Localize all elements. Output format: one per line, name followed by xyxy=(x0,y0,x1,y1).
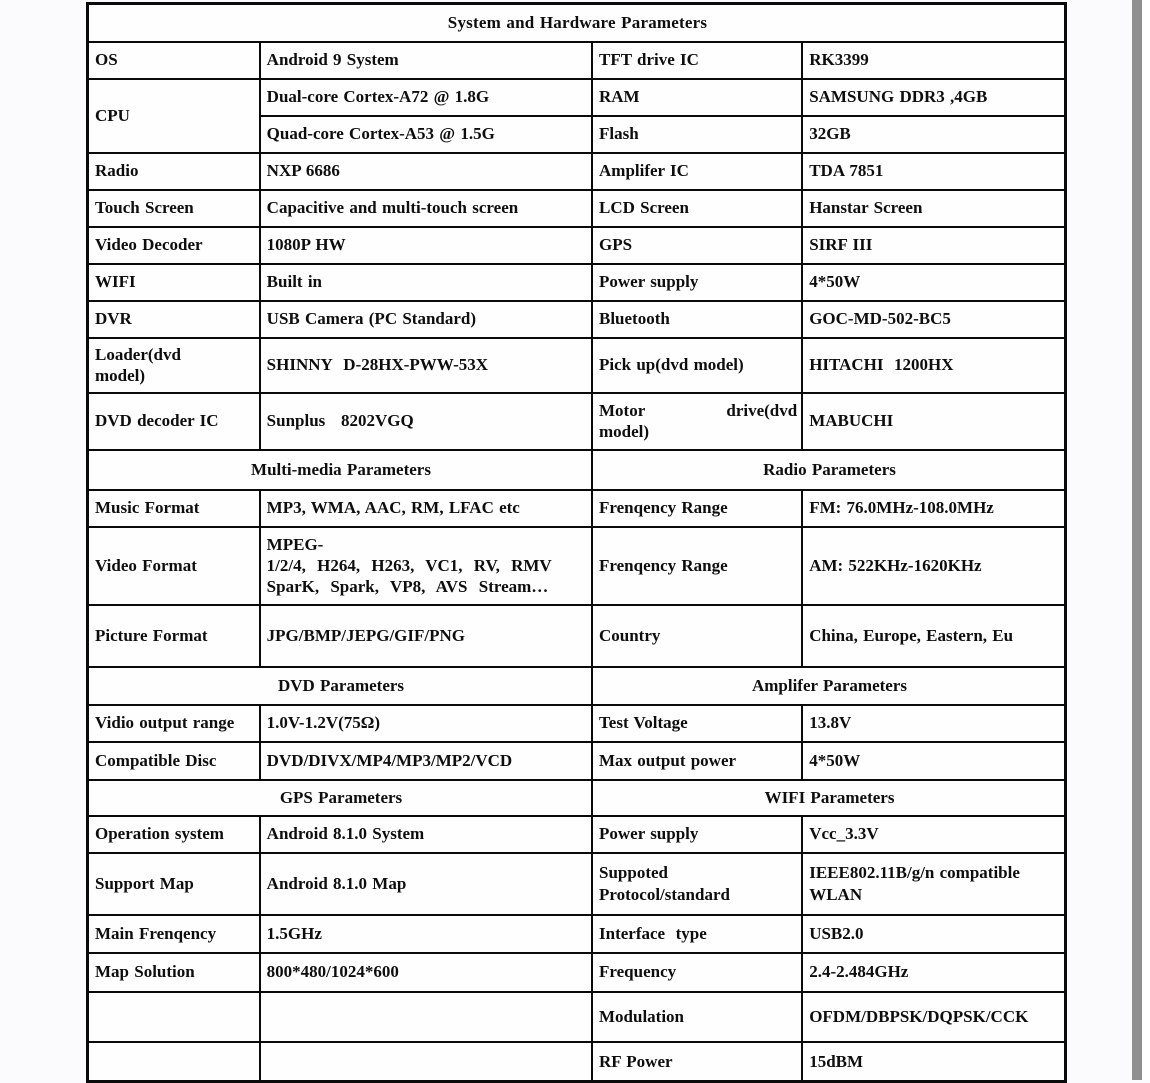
label-loader xyxy=(88,338,260,393)
row-title xyxy=(88,4,1066,42)
label-music-format: Music Format xyxy=(88,490,260,527)
row-section-gps-wifi xyxy=(88,780,1066,816)
label-support-map: Support Map xyxy=(88,853,260,915)
value-country: China, Europe, Eastern, Eu xyxy=(802,605,1065,667)
label-am-range: Frenqency Range xyxy=(592,527,802,605)
label-ram: RAM xyxy=(592,79,802,116)
value-cpu-core2: Quad-core Cortex-A53 @ 1.5G xyxy=(260,116,592,153)
page-right-margin xyxy=(1142,0,1150,1080)
row-modulation xyxy=(88,992,1066,1042)
row-video-decoder xyxy=(88,227,1066,264)
label-picture-format: Picture Format xyxy=(88,605,260,667)
row-operation-system xyxy=(88,816,1066,853)
value-touch-screen: Capacitive and multi-touch screen xyxy=(260,190,592,227)
value-video-format xyxy=(260,527,592,605)
value-supported-protocol: IEEE802.11B/g/n compatible WLAN xyxy=(802,853,1065,915)
value-interface-type: USB2.0 xyxy=(802,915,1065,953)
label-video-decoder: Video Decoder xyxy=(88,227,260,264)
value-video-format-line2: 1/2/4, H264, H263, VC1, RV, RMV xyxy=(266,555,552,575)
value-video-decoder: 1080P HW xyxy=(260,227,592,264)
label-video-format: Video Format xyxy=(88,527,260,605)
value-map-solution: 800*480/1024*600 xyxy=(260,953,592,992)
value-gps: SIRF III xyxy=(802,227,1065,264)
value-music-format: MP3, WMA, AAC, RM, LFAC etc xyxy=(260,490,592,527)
label-wifi-power-supply: Power supply xyxy=(592,816,802,853)
label-country: Country xyxy=(592,605,802,667)
label-flash: Flash xyxy=(592,116,802,153)
label-fm-range: Frenqency Range xyxy=(592,490,802,527)
empty-cell xyxy=(260,992,592,1042)
label-radio: Radio xyxy=(88,153,260,190)
row-rf-power xyxy=(88,1042,1066,1082)
row-video-output xyxy=(88,705,1066,742)
row-dvd-decoder xyxy=(88,393,1066,450)
row-picture-format xyxy=(88,605,1066,667)
label-motor-drive-line1 xyxy=(599,400,797,421)
label-test-voltage: Test Voltage xyxy=(592,705,802,742)
spec-table xyxy=(86,2,1067,1083)
label-main-frequency: Main Frenqency xyxy=(88,915,260,953)
value-modulation: OFDM/DBPSK/DQPSK/CCK xyxy=(802,992,1065,1042)
value-wifi: Built in xyxy=(260,264,592,301)
table-title: System and Hardware Parameters xyxy=(88,4,1066,42)
value-lcd-screen: Hanstar Screen xyxy=(802,190,1065,227)
row-cpu-1 xyxy=(88,79,1066,116)
row-compatible-disc xyxy=(88,742,1066,780)
value-support-map: Android 8.1.0 Map xyxy=(260,853,592,915)
label-compatible-disc: Compatible Disc xyxy=(88,742,260,780)
section-header-wifi: WIFI Parameters xyxy=(592,780,1066,816)
label-dvd-decoder-ic: DVD decoder IC xyxy=(88,393,260,450)
label-motor-word1: Motor xyxy=(599,400,646,420)
value-operation-system: Android 8.1.0 System xyxy=(260,816,592,853)
value-motor-drive: MABUCHI xyxy=(802,393,1065,450)
label-motor-word2: drive(dvd xyxy=(726,400,798,420)
label-tft-drive-ic: TFT drive IC xyxy=(592,42,802,79)
value-pickup: HITACHI 1200HX xyxy=(802,338,1065,393)
row-section-dvd-amplifier xyxy=(88,667,1066,705)
value-frequency: 2.4-2.484GHz xyxy=(802,953,1065,992)
value-main-frequency: 1.5GHz xyxy=(260,915,592,953)
value-dvr: USB Camera (PC Standard) xyxy=(260,301,592,338)
value-rf-power: 15dBM xyxy=(802,1042,1065,1082)
label-loader-line2: model) xyxy=(95,366,146,385)
value-picture-format: JPG/BMP/JEPG/GIF/PNG xyxy=(260,605,592,667)
label-rf-power: RF Power xyxy=(592,1042,802,1082)
label-modulation: Modulation xyxy=(592,992,802,1042)
section-header-dvd: DVD Parameters xyxy=(88,667,593,705)
label-motor-drive xyxy=(592,393,802,450)
label-touch-screen: Touch Screen xyxy=(88,190,260,227)
section-header-gps: GPS Parameters xyxy=(88,780,593,816)
label-operation-system: Operation system xyxy=(88,816,260,853)
value-video-format-line3: SparK, Spark, VP8, AVS Stream… xyxy=(266,577,549,597)
label-video-output-range: Vidio output range xyxy=(88,705,260,742)
section-header-radio: Radio Parameters xyxy=(592,450,1066,490)
value-radio: NXP 6686 xyxy=(260,153,592,190)
label-map-solution: Map Solution xyxy=(88,953,260,992)
row-os xyxy=(88,42,1066,79)
label-supported-protocol xyxy=(592,853,802,915)
row-section-multimedia-radio xyxy=(88,450,1066,490)
value-os: Android 9 System xyxy=(260,42,592,79)
label-max-output-power: Max output power xyxy=(592,742,802,780)
value-tft-drive-ic: RK3399 xyxy=(802,42,1065,79)
value-dvd-decoder-ic: Sunplus 8202VGQ xyxy=(260,393,592,450)
value-compatible-disc: DVD/DIVX/MP4/MP3/MP2/VCD xyxy=(260,742,592,780)
label-bluetooth: Bluetooth xyxy=(592,301,802,338)
section-header-multimedia: Multi-media Parameters xyxy=(88,450,593,490)
label-amplifier-ic: Amplifer IC xyxy=(592,153,802,190)
row-touch-screen xyxy=(88,190,1066,227)
label-os: OS xyxy=(88,42,260,79)
row-main-frequency xyxy=(88,915,1066,953)
row-video-format xyxy=(88,527,1066,605)
row-wifi xyxy=(88,264,1066,301)
value-wifi-power-supply: Vcc_3.3V xyxy=(802,816,1065,853)
section-header-amplifier: Amplifer Parameters xyxy=(592,667,1066,705)
label-pickup: Pick up(dvd model) xyxy=(592,338,802,393)
empty-cell xyxy=(260,1042,592,1082)
label-frequency: Frequency xyxy=(592,953,802,992)
label-dvr: DVR xyxy=(88,301,260,338)
value-ram: SAMSUNG DDR3 ,4GB xyxy=(802,79,1065,116)
row-map-solution xyxy=(88,953,1066,992)
row-music-format xyxy=(88,490,1066,527)
page-edge-strip xyxy=(1132,0,1142,1080)
value-fm-range: FM: 76.0MHz-108.0MHz xyxy=(802,490,1065,527)
value-test-voltage: 13.8V xyxy=(802,705,1065,742)
row-loader xyxy=(88,338,1066,393)
value-video-output-range: 1.0V-1.2V(75Ω) xyxy=(260,705,592,742)
label-cpu: CPU xyxy=(88,79,260,153)
label-power-supply: Power supply xyxy=(592,264,802,301)
value-am-range: AM: 522KHz-1620KHz xyxy=(802,527,1065,605)
label-supported-protocol-line1: Suppoted xyxy=(599,863,668,883)
value-loader: SHINNY D-28HX-PWW-53X xyxy=(260,338,592,393)
row-dvr xyxy=(88,301,1066,338)
empty-cell xyxy=(88,1042,260,1082)
value-max-output-power: 4*50W xyxy=(802,742,1065,780)
row-radio xyxy=(88,153,1066,190)
empty-cell xyxy=(88,992,260,1042)
value-amplifier-ic: TDA 7851 xyxy=(802,153,1065,190)
row-support-map xyxy=(88,853,1066,915)
label-supported-protocol-line2: Protocol/standard xyxy=(599,884,730,904)
label-loader-line1: Loader(dvd xyxy=(95,344,181,364)
value-video-format-line1: MPEG- xyxy=(266,534,324,554)
label-lcd-screen: LCD Screen xyxy=(592,190,802,227)
label-wifi: WIFI xyxy=(88,264,260,301)
value-power-supply: 4*50W xyxy=(802,264,1065,301)
value-flash: 32GB xyxy=(802,116,1065,153)
value-bluetooth: GOC-MD-502-BC5 xyxy=(802,301,1065,338)
label-gps: GPS xyxy=(592,227,802,264)
label-interface-type: Interface type xyxy=(592,915,802,953)
label-motor-drive-line2: model) xyxy=(599,422,650,441)
value-cpu-core1: Dual-core Cortex-A72 @ 1.8G xyxy=(260,79,592,116)
